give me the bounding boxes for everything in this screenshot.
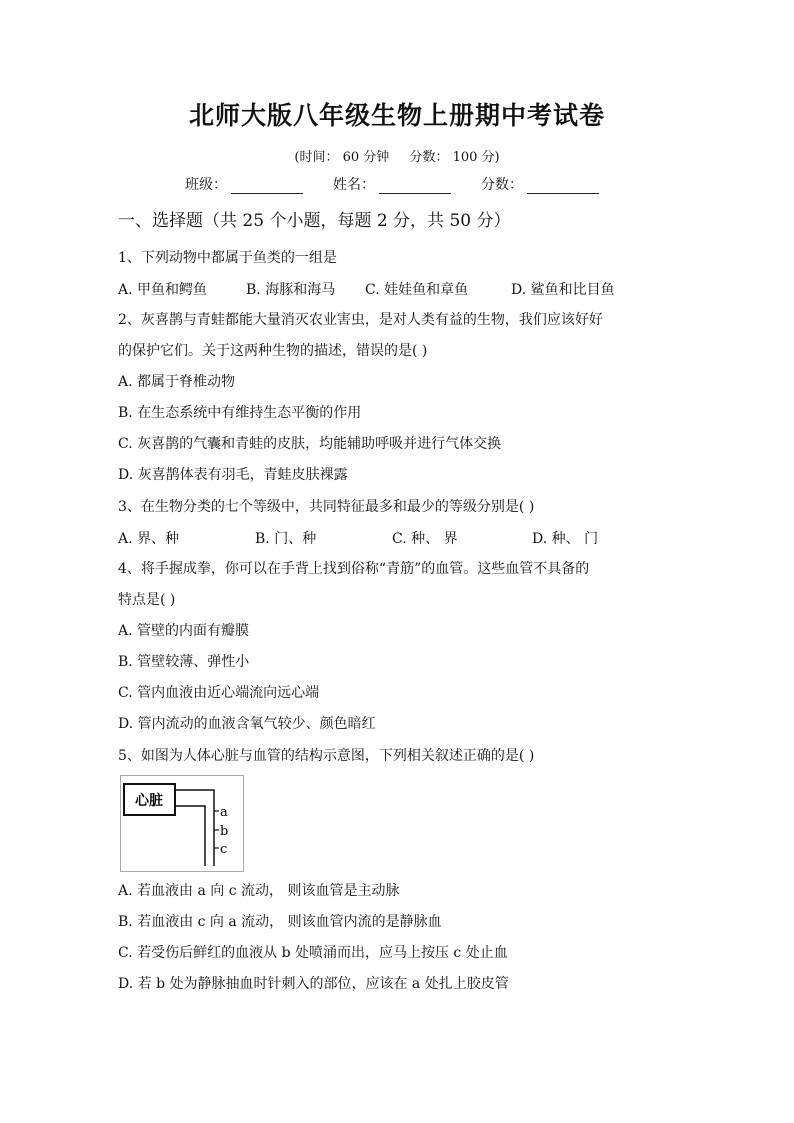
q3-option-a: A. 界、种 (118, 531, 180, 547)
q3-options (118, 528, 598, 548)
exam-subtitle (0, 146, 794, 165)
q4-stem-line2: 特点是( ) (118, 592, 176, 608)
heart-vessel-diagram (120, 775, 244, 872)
score-blank[interactable] (527, 179, 599, 194)
name-label: 姓名： (333, 177, 375, 193)
q3-option-b: B. 门、种 (255, 531, 317, 547)
q5-option-c: C. 若受伤后鲜红的血液从 b 处喷涌而出，应马上按压 c 处止血 (118, 945, 508, 961)
exam-time: (时间： 60 分钟 (294, 150, 390, 165)
q1-option-b: B. 海豚和海马 (246, 282, 336, 298)
heart-box-label: 心脏 (135, 793, 163, 809)
class-blank[interactable] (231, 179, 303, 194)
score-label: 分数： (481, 177, 523, 193)
q3-option-c: C. 种、 界 (392, 531, 458, 547)
q4-stem-line1: 4、将手握成拳，你可以在手背上找到俗称“青筋”的血管。这些血管不具备的 (118, 561, 590, 577)
q2-stem-line2: 的保护它们。关于这两种生物的描述，错误的是( ) (118, 343, 428, 359)
score-field (481, 174, 599, 194)
label-c: c (220, 842, 228, 857)
q4-option-c: C. 管内血液由近心端流向远心端 (118, 685, 320, 701)
class-field (185, 174, 303, 194)
q2-option-b: B. 在生态系统中有维持生态平衡的作用 (118, 405, 362, 421)
q5-option-b: B. 若血液由 c 向 a 流动， 则该血管内流的是静脉血 (118, 914, 442, 930)
label-a: a (220, 805, 228, 820)
heart-vessel-svg (121, 776, 243, 871)
vessel-inner-wall (175, 806, 205, 866)
q1-options (118, 279, 615, 299)
name-blank[interactable] (379, 179, 451, 194)
q2-stem-line1: 2、灰喜鹊与青蛙都能大量消灭农业害虫，是对人类有益的生物，我们应该好好 (118, 312, 603, 328)
q1-option-c: C. 娃娃鱼和章鱼 (365, 282, 469, 298)
section-heading: 一、选择题（共 25 个小题，每题 2 分，共 50 分） (118, 211, 511, 231)
q2-option-c: C. 灰喜鹊的气囊和青蛙的皮肤，均能辅助呼吸并进行气体交换 (118, 436, 502, 452)
q1-option-a: A. 甲鱼和鳄鱼 (118, 282, 208, 298)
q4-option-d: D. 管内流动的血液含氧气较少、颜色暗红 (118, 716, 376, 732)
q2-option-a: A. 都属于脊椎动物 (118, 374, 236, 390)
q4-option-b: B. 管壁较薄、弹性小 (118, 654, 250, 670)
q3-option-d: D. 种、 门 (532, 531, 599, 547)
q4-option-a: A. 管壁的内面有瓣膜 (118, 623, 250, 639)
exam-score-total: 分数： 100 分) (409, 150, 500, 165)
vessel-outer-wall (175, 790, 214, 866)
q2-option-d: D. 灰喜鹊体表有羽毛，青蛙皮肤裸露 (118, 467, 348, 483)
class-label: 班级： (185, 177, 227, 193)
q1-option-d: D. 鲨鱼和比目鱼 (511, 282, 615, 298)
student-info-line (185, 174, 629, 194)
exam-title: 北师大版八年级生物上册期中考试卷 (188, 101, 605, 130)
q5-option-a: A. 若血液由 a 向 c 流动， 则该血管是主动脉 (118, 883, 400, 899)
label-b: b (220, 824, 229, 839)
name-field (333, 174, 451, 194)
q3-stem: 3、在生物分类的七个等级中，共同特征最多和最少的等级分别是( ) (118, 499, 535, 515)
q5-stem: 5、如图为人体心脏与血管的结构示意图，下列相关叙述正确的是( ) (118, 748, 535, 764)
q5-option-d: D. 若 b 处为静脉抽血时针刺入的部位，应该在 a 处扎上胶皮管 (118, 976, 509, 992)
q1-stem: 1、下列动物中都属于鱼类的一组是 (118, 250, 337, 266)
